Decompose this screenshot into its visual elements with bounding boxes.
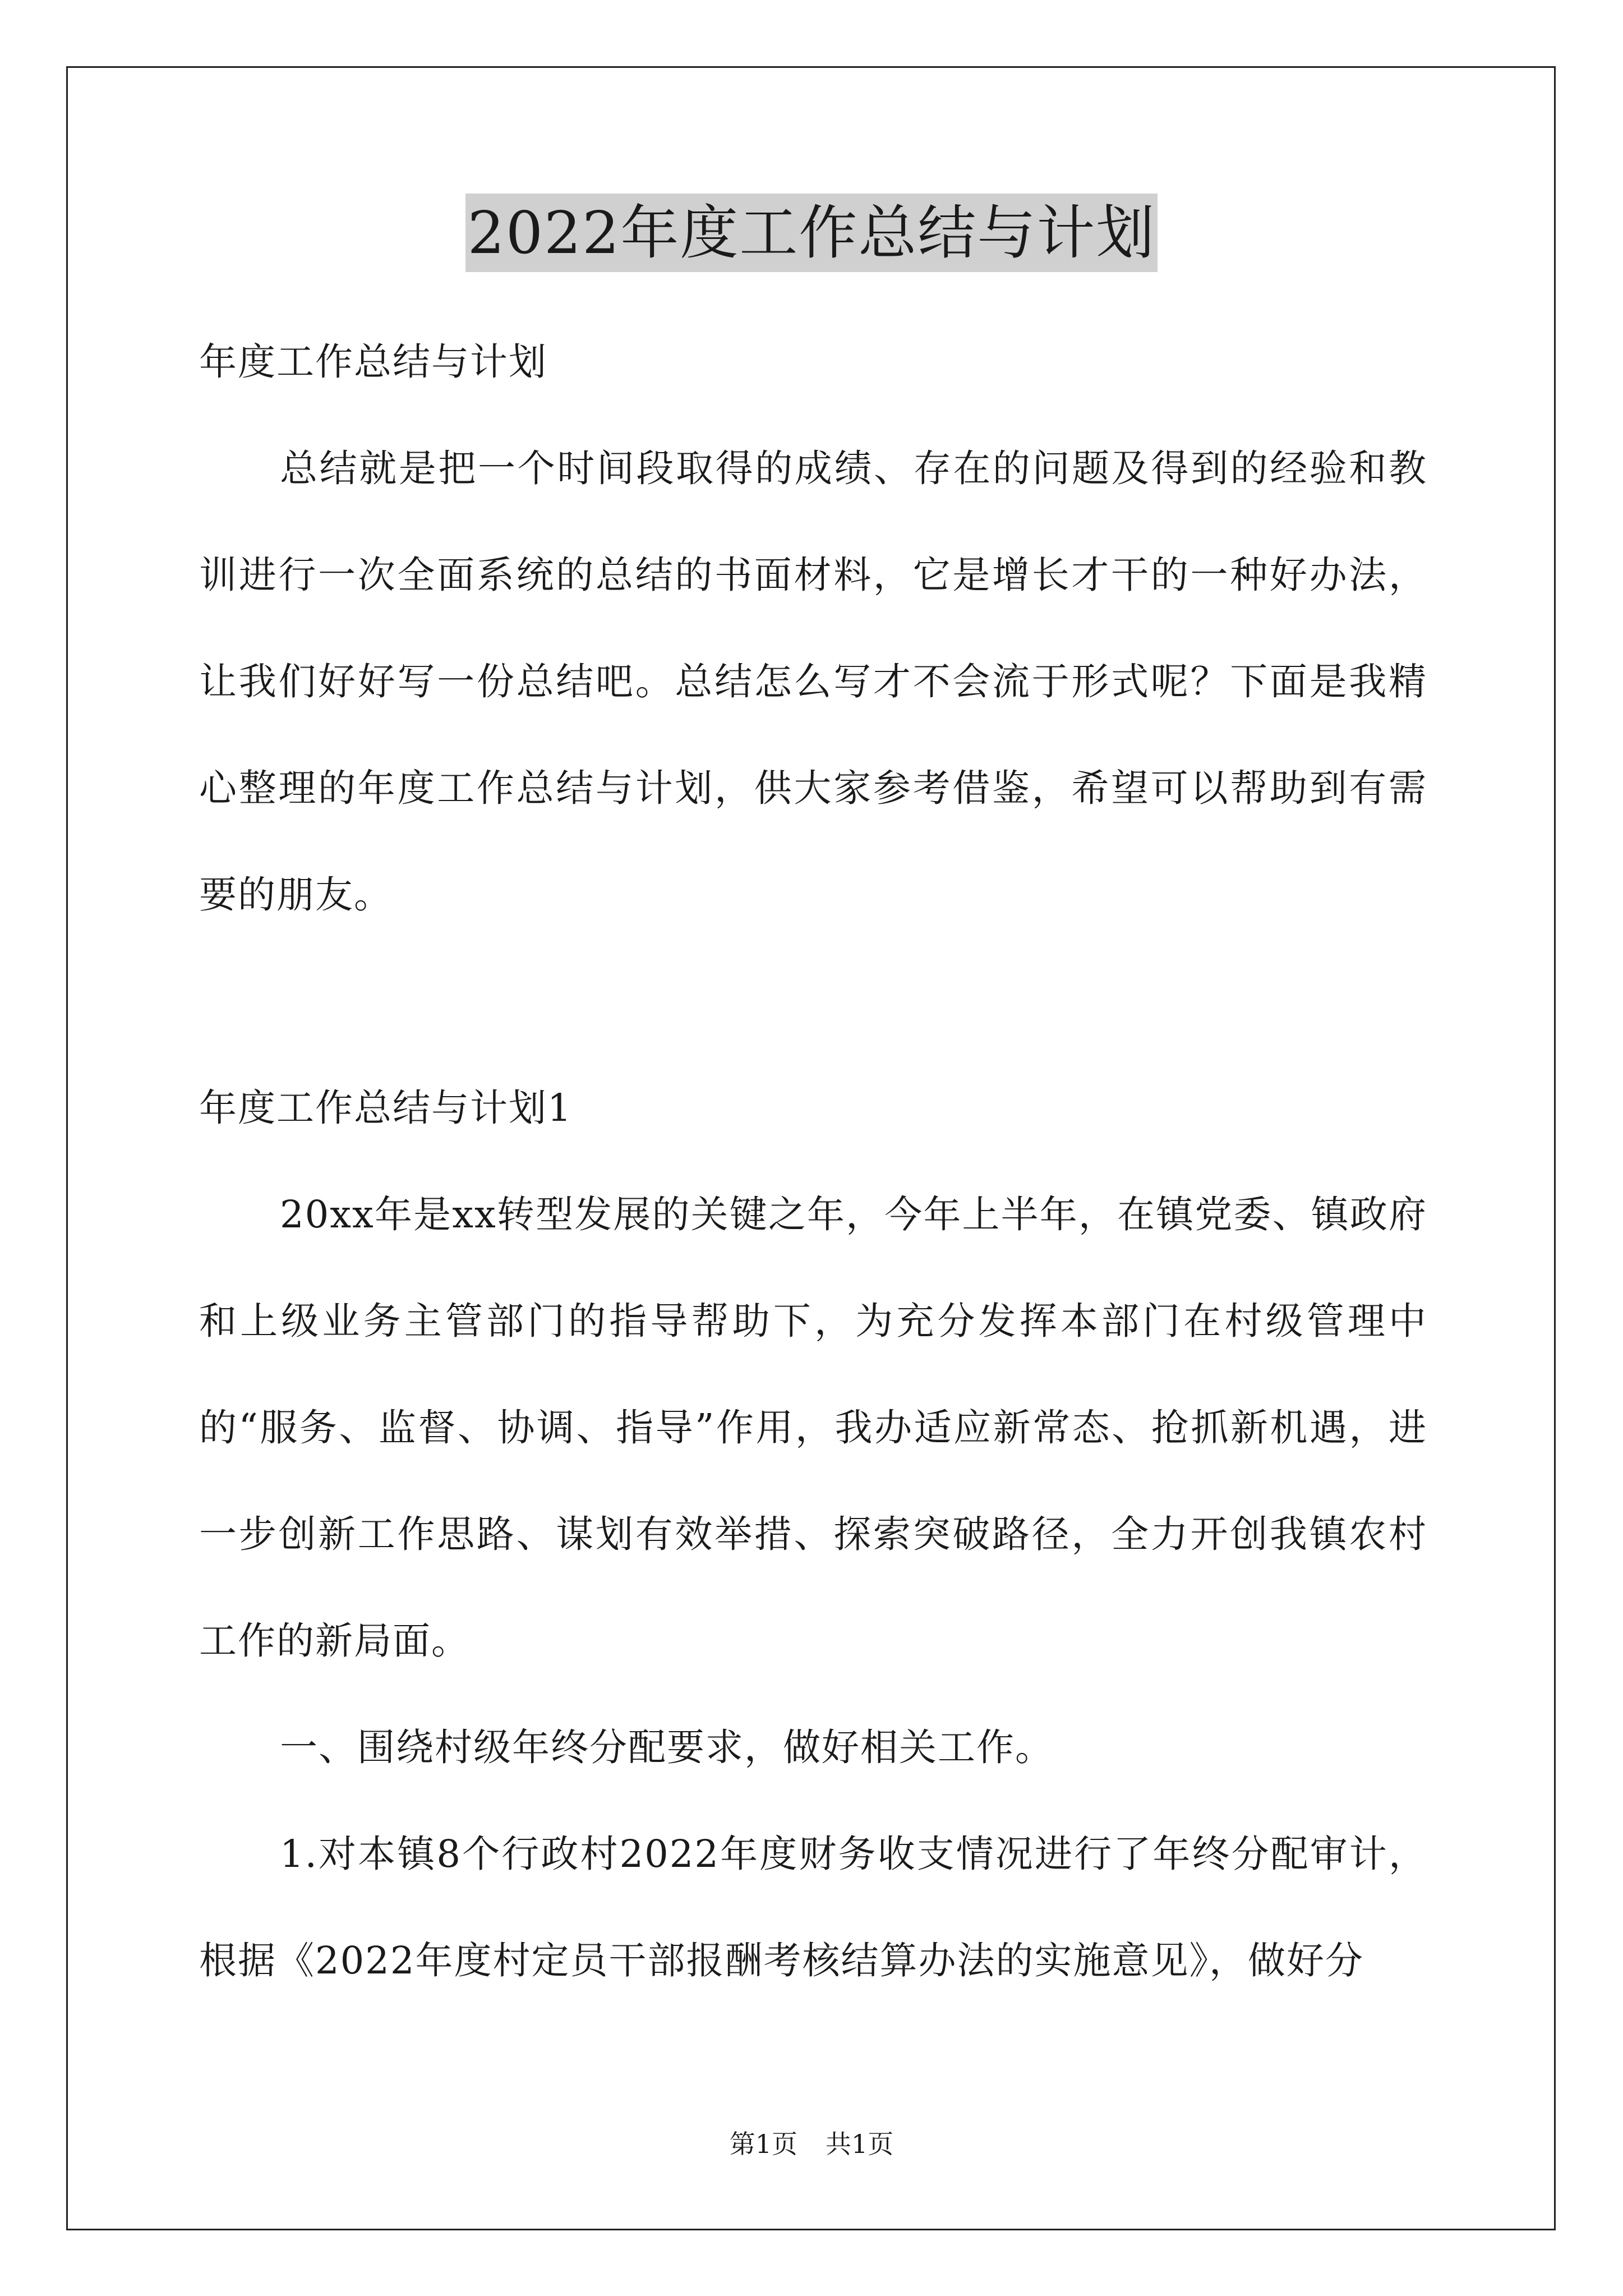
page-number: 第1页 bbox=[729, 2129, 797, 2159]
document-body bbox=[199, 309, 1427, 2014]
document-title: 2022年度工作总结与计划 bbox=[465, 194, 1158, 272]
section-paragraph: 20xx年是xx转型发展的关键之年，今年上半年，在镇党委、镇政府和上级业务主管部门的指导帮助下，为充分发挥本部门在村级管理中的“服务、监督、协调、指导”作用，我办适应新常态、抢抓新机遇，进一步创新工作思路、谋划有效举措、探索突破路径，全力开创我镇农村工作的新局面。 bbox=[199, 1193, 1427, 1663]
spacer bbox=[199, 948, 1427, 1055]
title-container bbox=[0, 194, 1623, 272]
page-total: 共1页 bbox=[826, 2129, 894, 2159]
subtitle: 年度工作总结与计划 bbox=[199, 340, 547, 384]
section-heading: 年度工作总结与计划1 bbox=[199, 1086, 573, 1130]
page-footer bbox=[0, 2127, 1623, 2161]
intro-paragraph: 总结就是把一个时间段取得的成绩、存在的问题及得到的经验和教训进行一次全面系统的总结的书面材料，它是增长才干的一种好办法，让我们好好写一份总结吧。总结怎么写才不会流于形式呢？下面是我精心整理的年度工作总结与计划，供大家参考借鉴，希望可以帮助到有需要的朋友。 bbox=[199, 447, 1427, 917]
section-item: 1.对本镇8个行政村2022年度财务收支情况进行了年终分配审计，根据《2022年度村定员干部报酬考核结算办法的实施意见》，做好分 bbox=[199, 1832, 1427, 1982]
section-point: 一、围绕村级年终分配要求，做好相关工作。 bbox=[280, 1726, 1054, 1769]
